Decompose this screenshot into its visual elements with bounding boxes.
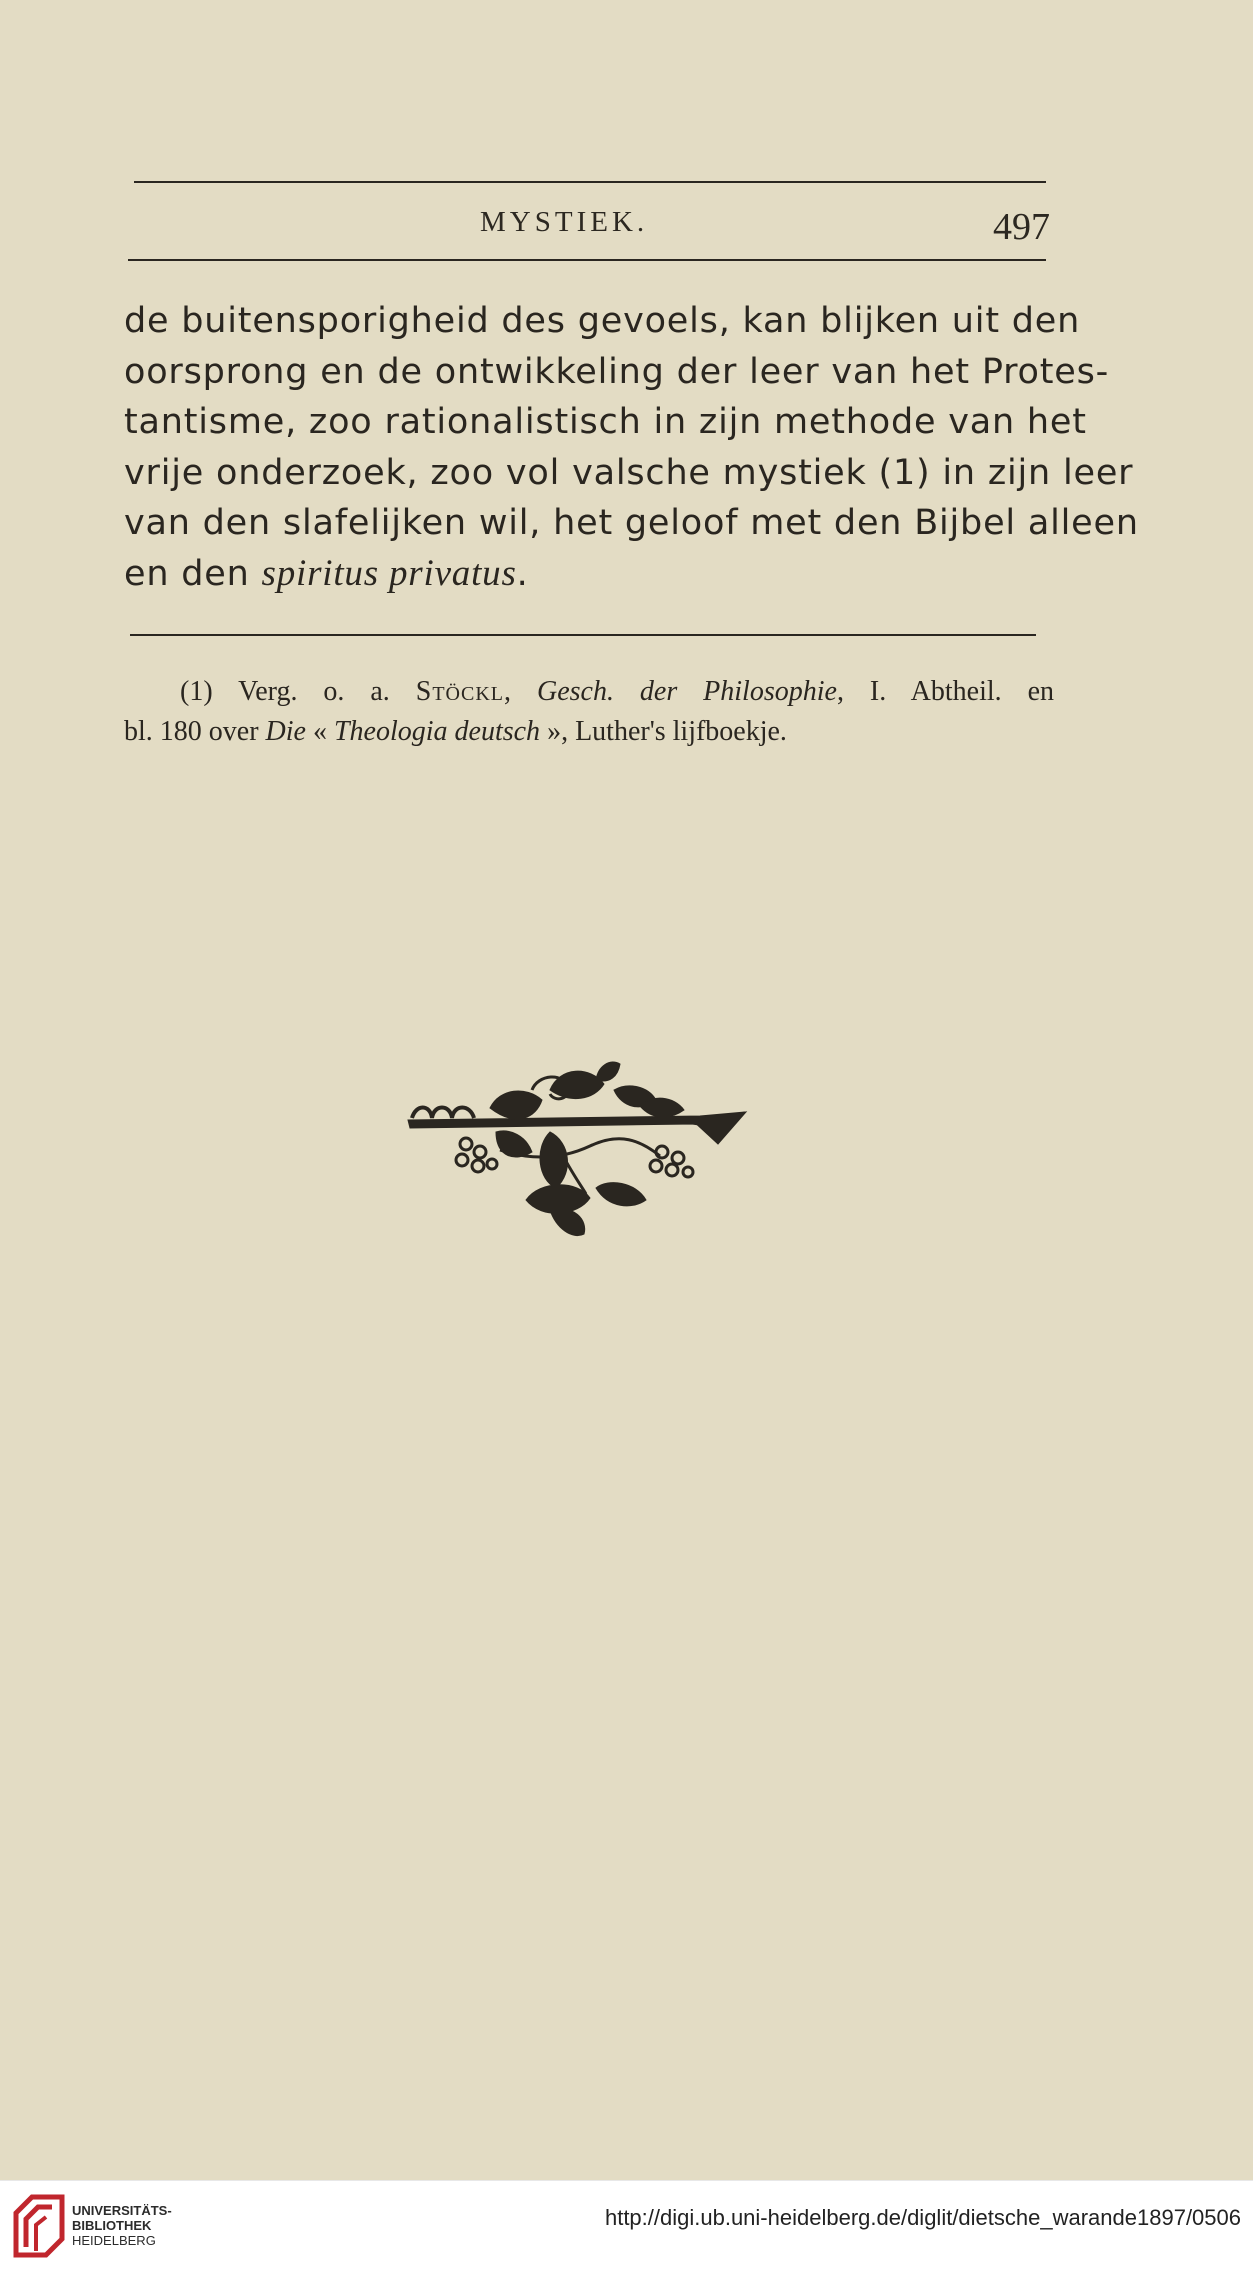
footnote-marker: (1) Verg. o. a. <box>180 676 416 707</box>
library-name-line: HEIDELBERG <box>72 2233 156 2248</box>
footnote-text: », Luther's lijfboekje. <box>540 716 787 747</box>
body-line: tantisme, zoo rationalistisch in zijn methode van het <box>124 402 1087 442</box>
footnote-text: bl. 180 over <box>124 716 266 747</box>
vine-ornament-icon <box>400 1060 770 1260</box>
footnote-rule <box>130 634 1036 636</box>
body-line: de buitensporigheid des gevoels, kan blijken uit den <box>124 301 1081 341</box>
library-name-line: BIBLIOTHEK <box>72 2218 152 2233</box>
footnote-author: Stöckl <box>415 676 504 707</box>
body-line: oorsprong en de ontwikkeling der leer van het Protes- <box>124 351 1110 392</box>
body-line: van den slafelijken wil, het geloof met den Bijbel alleen <box>124 503 1139 543</box>
body-line: vrije onderzoek, zoo vol valsche mystiek (1) in zijn leer <box>124 452 1134 493</box>
footnote-title: Die <box>265 716 306 747</box>
italic-phrase: spiritus privatus <box>261 552 517 594</box>
library-name-line: UNIVERSITÄTS- <box>72 2203 172 2218</box>
footnote-text: , <box>504 676 537 707</box>
source-url-link[interactable]: http://digi.ub.uni-heidelberg.de/diglit/dietsche_warande1897/0506 <box>604 2205 1241 2230</box>
header-bottom-rule <box>128 259 1046 261</box>
footnote-title: Gesch. der Philosophie <box>536 676 837 707</box>
page-number: 497 <box>993 206 1050 248</box>
library-logo-icon <box>10 2191 68 2261</box>
footnote <box>124 672 1054 752</box>
body-text-fragment: . <box>516 553 529 594</box>
footnote-text: , I. Abtheil. en <box>836 676 1055 707</box>
body-text-fragment: en den <box>124 553 262 594</box>
footnote-title: Theologia deutsch <box>333 716 541 747</box>
body-line <box>124 549 1054 600</box>
header-top-rule <box>134 181 1046 183</box>
footer-bar <box>0 2180 1253 2272</box>
footnote-line <box>124 712 1054 752</box>
running-head: MYSTIEK. <box>480 206 649 238</box>
footnote-line <box>124 672 1054 712</box>
footnote-text: « <box>305 716 334 747</box>
library-name <box>72 2203 172 2248</box>
body-paragraph <box>124 296 1139 599</box>
